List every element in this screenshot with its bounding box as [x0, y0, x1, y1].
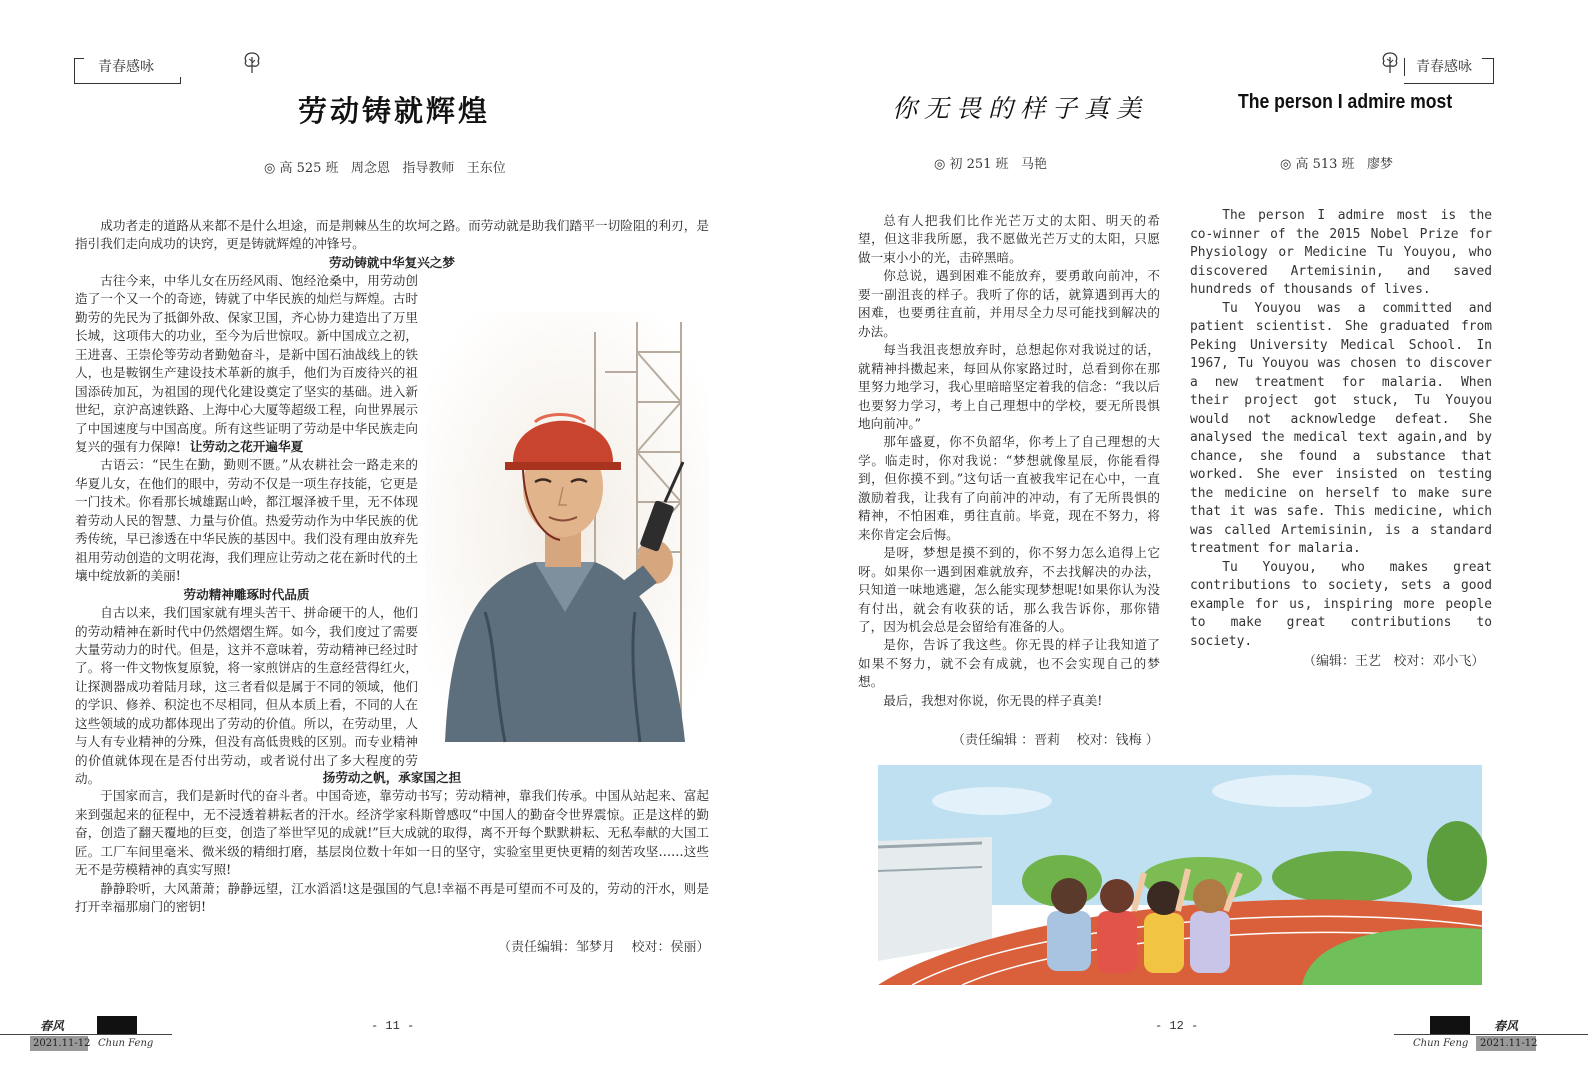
section-heading: 扬劳动之帆，承家国之担	[322, 770, 462, 785]
body-paragraph: 最后，我想对你说，你无畏的样子真美!	[883, 692, 1103, 708]
editor-credit: （责任编辑：邹梦月 校对：侯丽）	[498, 940, 710, 955]
article-byline: ◎ 高 513 班 廖梦	[1280, 157, 1393, 172]
worker-illustration	[425, 312, 709, 744]
footer-en-title: Chun Feng	[1413, 1038, 1469, 1049]
article-title: 你无畏的样子真美	[892, 94, 1149, 123]
body-paragraph-text: 古往今来，中华儿女在历经风雨、饱经沧桑中，用劳动创造了一个又一个的奇迹，铸就了中华民族的灿烂与辉煌。古时勤劳的先民为了抵御外敌、保家卫国，齐心协力建造出了万里长城，这项伟大的功业，至今为后世惊叹。新中国成立之初，王进喜、王崇伦等劳动者勤勉奋斗，是新中国石油战线上的铁人，也是鞍钢生产建设技术革新的旗手，他们为百废待兴的祖国添砖加瓦，为祖国的现代化建设奠定了坚实的基础。进入新世纪，京沪高速铁路、上海中心大厦等超级工程，向世界展示了中国速度与中国高度。所有这些证明了劳动是中华民族走向复兴的强有力保障!	[75, 273, 418, 455]
footer-magazine-title: 春风	[40, 1019, 65, 1033]
editor-credit: （编辑：王艺 校对：邓小飞）	[1303, 654, 1485, 669]
body-paragraph: 每当我沮丧想放弃时，总想起你对我说过的话，就精神抖擞起来，每回从你家路过时，总看到你在那里努力地学习，我心里暗暗坚定着我的信念：“我以后也要努力学习，考上自己理想中的学校，要无所畏惧地向前冲。”	[858, 342, 1160, 431]
body-paragraph: 古语云：“民生在勤，勤则不匮。”从农耕社会一路走来的华夏儿女，在他们的眼中，劳动不仅是一项生存技能，它更是一门技术。你看那长城雄踞山岭，都江堰泽被千里，无不体现着劳动人民的智慧、力量与价值。热爱劳动作为中华民族的优秀传统，早已渗透在中华民族的基因中。我们没有理由放弃先祖用劳动创造的文明花海，我们理应让劳动之花在新时代的土壤中绽放新的美丽!	[75, 457, 418, 584]
page-number: - 11 -	[371, 1019, 415, 1033]
article-byline: ◎ 初 251 班 马艳	[934, 157, 1047, 172]
body-paragraph: 自古以来，我们国家就有埋头苦干、拼命硬干的人，他们的劳动精神在新时代中仍然熠熠生辉。如今，我们度过了需要大量劳动力的时代。但是，这并不意味着，劳动精神已经过时了。将一件文物恢复原貌，将一家煎饼店的生意经营得红火，让探测器成功着陆月球，这三者看似是属于不同的领域，他们的学识、修养、积淀也不尽相同，但从本质上看，不同的人在这些领域的成功都体现出了劳动的价值。所以，在劳动里，人与人有专业精神的分殊，但没有高低贵贱的区别。而专业精神的价值就体现在是否付出劳动，或者说付出了多大程度的劳动。	[75, 605, 418, 787]
body-paragraph-en: Tu Youyou was a committed and patient scientist. She graduated from Peking University Medical School. In 1967, Tu Youyou was chosen to discover a new treatment for malaria. When their project got stuck, Tu Youyou would not acknowledge defeat. She analysed the medical text again,and by chance, she found a substance that worked. She ever insisted on testing the medicine on herself to make sure that it was safe. This medicine, which was called Artemisinin, is a standard treatment for malaria.	[1190, 300, 1492, 556]
footer-issue: 2021.11-12	[1480, 1038, 1538, 1049]
body-paragraph-en: Tu Youyou, who makes great contributions to society, sets a good example for us, inspiring more people to make great contributions to society.	[1190, 559, 1492, 649]
section-heading: 劳动铸就中华复兴之梦	[329, 254, 455, 270]
article-body-en	[1190, 207, 1492, 651]
tree-icon	[242, 51, 262, 75]
section-heading: 劳动精神雕琢时代品质	[183, 586, 310, 602]
article-body	[858, 212, 1160, 710]
body-paragraph: 于国家而言，我们是新时代的奋斗者。中国奇迹，靠劳动书写；劳动精神，靠我们传承。中国从站起来、富起来到强起来的征程中，无不浸透着耕耘者的汗水。经济学家科斯曾感叹“中国人的勤奋令世界震惊。正是这样的勤奋，创造了翻天覆地的巨变，创造了举世罕见的成就!”巨大成就的取得，离不开每个默默耕耘、无私奉献的大国工匠。工厂车间里毫米、微米级的精细打磨，基层岗位数十年如一日的坚守，实验室里更快更精的刻苦攻坚……这些无不是劳模精神的真实写照!	[75, 788, 709, 878]
body-paragraph	[75, 272, 418, 457]
article-title: 劳动铸就辉煌	[298, 94, 491, 128]
article-body-top	[75, 217, 709, 272]
section-tag-left	[74, 50, 194, 78]
editor-credit: （责任编辑 ：晋莉 校对：钱梅 ）	[952, 733, 1159, 748]
article-body-bottom	[75, 769, 709, 917]
section-tag-right	[1378, 50, 1494, 78]
tree-icon	[1380, 51, 1400, 75]
body-paragraph: 是你，告诉了我这些。你无畏的样子让我知道了如果不努力，就不会有成就，也不会实现自己的梦想。	[858, 637, 1160, 690]
footer-en-title: Chun Feng	[98, 1038, 154, 1049]
section-tag-label: 青春感咏	[1416, 59, 1472, 75]
body-paragraph-en: The person I admire most is the co-winner of the 2015 Nobel Prize for Physiology or Medicine Tu Youyou, who discovered Artemisinin, and saved hundreds of thousands of lives.	[1190, 208, 1492, 297]
page-number: - 12 -	[1155, 1019, 1199, 1033]
article-title: The person I admire most	[1238, 91, 1453, 113]
body-paragraph: 你总说，遇到困难不能放弃，要勇敢向前冲，不要一副沮丧的样子。我听了你的话，就算遇到再大的困难，也要勇往直前，并用尽全力尽可能找到解决的办法。	[858, 268, 1160, 339]
section-tag-label: 青春感咏	[98, 59, 154, 75]
footer-magazine-title: 春风	[1494, 1019, 1519, 1033]
section-heading: 让劳动之花开遍华夏	[189, 439, 304, 454]
intro-paragraph: 成功者走的道路从来都不是什么坦途，而是荆棘丛生的坎坷之路。而劳动就是助我们踏平一切险阻的利刃，是指引我们走向成功的诀窍，更是铸就辉煌的冲锋号。	[75, 218, 709, 252]
body-paragraph: 那年盛夏，你不负韶华，你考上了自己理想的大学。临走时，你对我说：“梦想就像星辰，你能看得到，但你摸不到。”这句话一直被我牢记在心中，一直激励着我，让我有了向前冲的冲动，有了无所畏惧的精神，不怕困难，勇往直前。毕竟，现在不努力，将来你肯定会后悔。	[858, 434, 1160, 542]
body-paragraph: 是呀，梦想是摸不到的，你不努力怎么追得上它呀。如果你一遇到困难就放弃，不去找解决的办法，只知道一味地逃避，怎么能实现梦想呢!如果你认为没有付出，就会有收获的话，那么我告诉你，那你错了，因为机会总是会留给有准备的人。	[858, 545, 1160, 634]
body-paragraph: 总有人把我们比作光芒万丈的太阳、明天的希望，但这非我所愿，我不愿做光芒万丈的太阳，只愿做一束小小的光，击碎黑暗。	[858, 213, 1160, 265]
track-illustration	[872, 761, 1488, 985]
footer-issue: 2021.11-12	[33, 1038, 91, 1049]
body-paragraph: 静静聆听，大风萧萧；静静远望，江水滔滔!这是强国的气息!幸福不再是可望而不可及的，劳动的汗水，则是打开幸福那扇门的密钥!	[75, 880, 709, 915]
article-byline: ◎ 高 525 班 周念恩 指导教师 王东位	[264, 161, 506, 176]
